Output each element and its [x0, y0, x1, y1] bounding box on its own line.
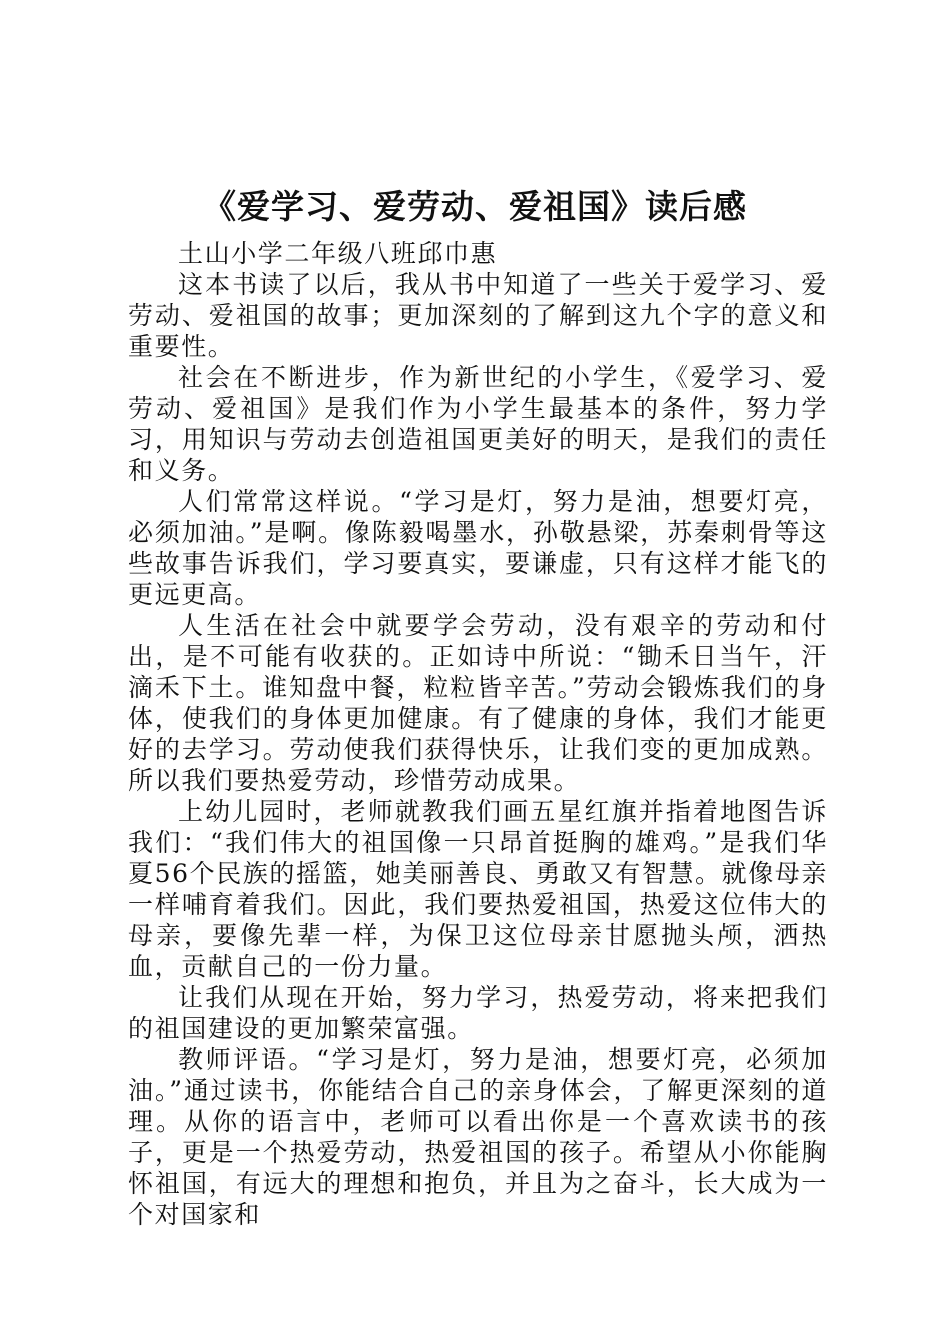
author-line: 土山小学二年级八班邱巾惠	[178, 239, 498, 268]
paragraph-2: 社会在不断进步，作为新世纪的小学生，《爱学习、爱劳动、爱祖国》是我们作为小学生最基本的条件，努力学习，用知识与劳动去创造祖国更美好的明天，是我们的责任和义务。	[128, 363, 828, 485]
paragraph-3: 人们常常这样说。“学习是灯，努力是油，想要灯亮，必须加油。”是啊。像陈毅喝墨水，孙敬悬梁，苏秦刺骨等这些故事告诉我们，学习要真实，要谦虚，只有这样才能飞的更远更高。	[128, 487, 828, 609]
paragraph-5: 上幼儿园时，老师就教我们画五星红旗并指着地图告诉我们：“我们伟大的祖国像一只昂首挺胸的雄鸡。”是我们华夏56个民族的摇篮，她美丽善良、勇敢又有智慧。就像母亲一样哺育着我们。因此，我们要热爱祖国，热爱这位伟大的母亲，要像先辈一样，为保卫这位母亲甘愿抛头颅，洒热血，贡献自己的一份力量。	[128, 797, 829, 981]
paragraph-4: 人生活在社会中就要学会劳动，没有艰辛的劳动和付出，是不可能有收获的。正如诗中所说：“锄禾日当午，汗滴禾下土。谁知盘中餐，粒粒皆辛苦。”劳动会锻炼我们的身体，使我们的身体更加健康。有了健康的身体，我们才能更好的去学习。劳动使我们获得快乐，让我们变的更加成熟。所以我们要热爱劳动，珍惜劳动成果。	[128, 611, 828, 795]
paragraph-6: 让我们从现在开始，努力学习，热爱劳动，将来把我们的祖国建设的更加繁荣富强。	[128, 983, 828, 1043]
document-body	[128, 238, 828, 1230]
teacher-comment: 教师评语。“学习是灯，努力是油，想要灯亮，必须加油。”通过读书，你能结合自己的亲身体会，了解更深刻的道理。从你的语言中，老师可以看出你是一个喜欢读书的孩子，更是一个热爱劳动，热爱祖国的孩子。希望从小你能胸怀祖国，有远大的理想和抱负，并且为之奋斗，长大成为一个对国家和	[128, 1045, 828, 1229]
document-title: 《爱学习、爱劳动、爱祖国》读后感	[203, 187, 747, 226]
paragraph-1: 这本书读了以后，我从书中知道了一些关于爱学习、爱劳动、爱祖国的故事；更加深刻的了解到这九个字的意义和重要性。	[128, 270, 828, 361]
